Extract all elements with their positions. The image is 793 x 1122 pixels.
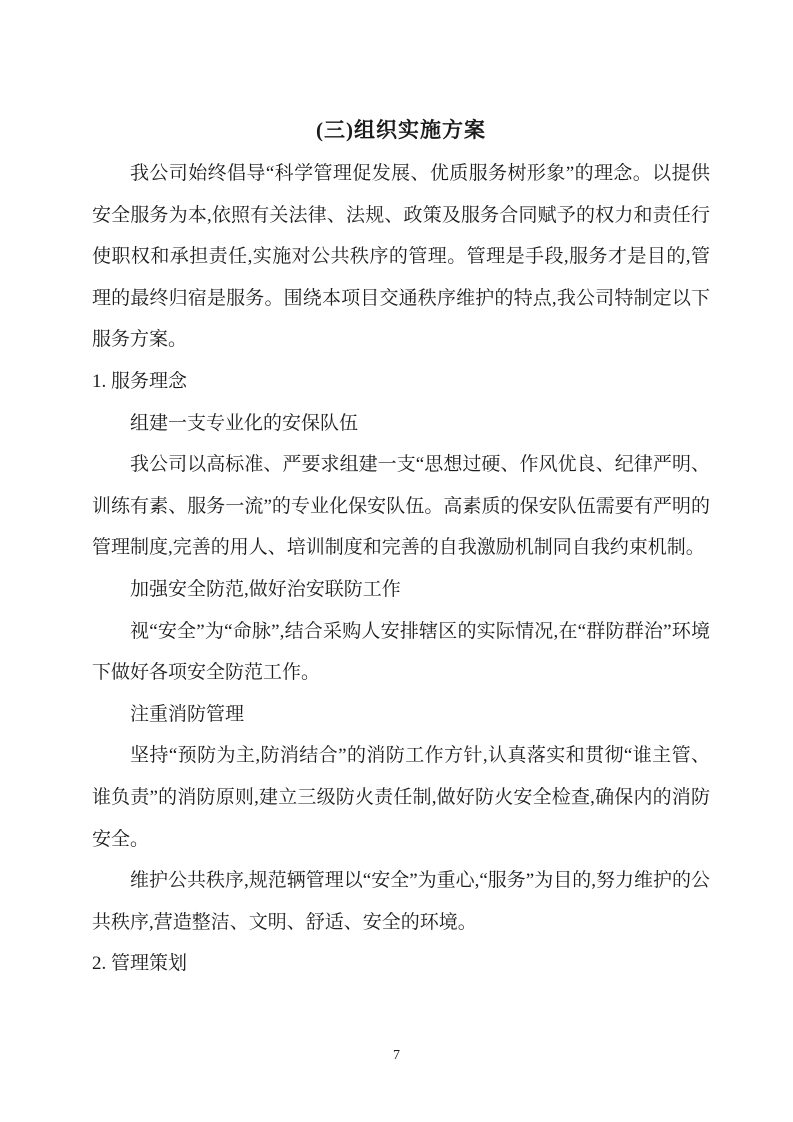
paragraph-fire-management: 注重消防管理 — [130, 703, 245, 725]
section-title: (三)组织实施方案 — [316, 118, 486, 142]
heading-management-planning: 2. 管理策划 — [92, 953, 188, 975]
page-number: 7 — [393, 1048, 400, 1063]
heading-service-concept: 1. 服务理念 — [92, 370, 188, 392]
paragraph-safety-lifeline: 视“安全”为“命脉”,结合采购人安排辖区的实际情况,在“群防群治”环境下做好各项安全防范工作。 — [92, 620, 710, 684]
paragraph-team-standards: 我公司以高标准、严要求组建一支“思想过硬、作风优良、纪律严明、训练有素、服务一流”的专业化保安队伍。高素质的保安队伍需要有严明的管理制度,完善的用人、培训制度和完善的自我激励机制同自我约束机制。 — [92, 454, 710, 559]
paragraph-security-prevention: 加强安全防范,做好治安联防工作 — [130, 578, 401, 600]
paragraph-public-order: 维护公共秩序,规范辆管理以“安全”为重心,“服务”为目的,努力维护的公共秩序,营造整洁、文明、舒适、安全的环境。 — [92, 870, 710, 933]
paragraph-fire-policy: 坚持“预防为主,防消结合”的消防工作方针,认真落实和贯彻“谁主管、谁负责”的消防原则,建立三级防火责任制,做好防火安全检查,确保内的消防安全。 — [92, 745, 710, 850]
paragraph-build-team: 组建一支专业化的安保队伍 — [130, 412, 359, 434]
paragraph-service-intro: 我公司始终倡导“科学管理促发展、优质服务树形象”的理念。以提供安全服务为本,依照有关法律、法规、政策及服务合同赋予的权力和责任行使职权和承担责任,实施对公共秩序的管理。管理是手段,服务才是目的,管理的最终归宿是服务。围绕本项目交通秩序维护的特点,我公司特制定以下服务方案。 — [92, 163, 710, 351]
